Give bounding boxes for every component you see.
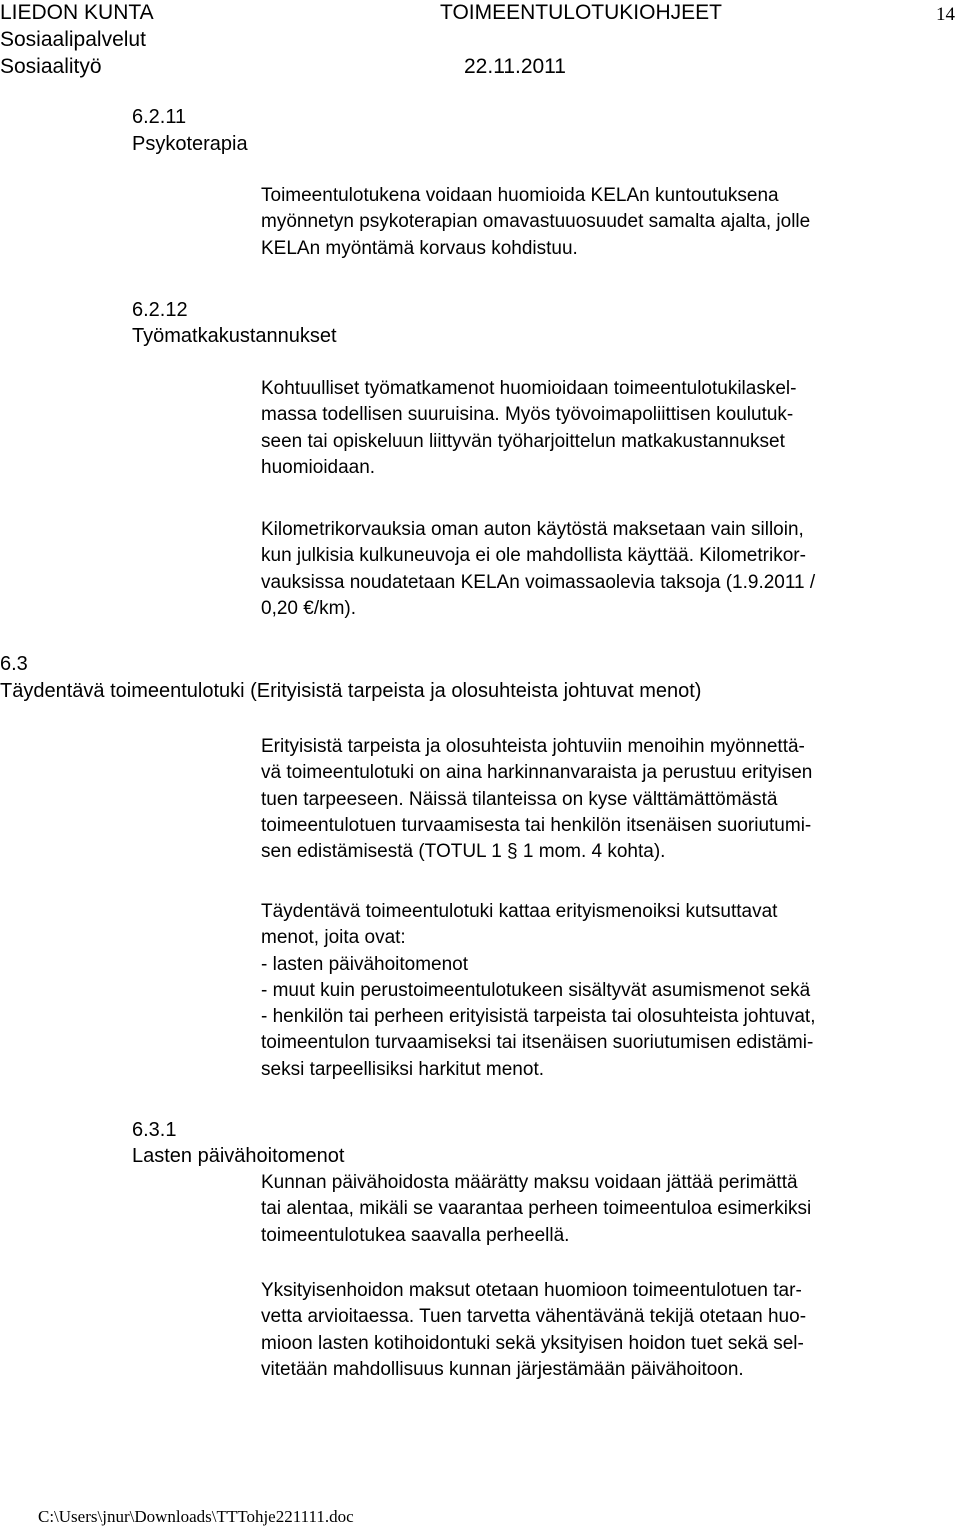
header-dept: Sosiaalipalvelut bbox=[0, 28, 146, 51]
text-line: tuen tarpeeseen. Näissä tilanteissa on kyse välttämättömästä bbox=[261, 788, 778, 810]
section-number-6-2-12: 6.2.12 bbox=[132, 299, 188, 321]
section-title-6-2-12: Työmatkakustannukset bbox=[132, 325, 337, 347]
header-doc-title: TOIMEENTULOTUKIOHJEET bbox=[440, 1, 722, 24]
text-line: Toimeentulotukena voidaan huomioida KELAn kuntoutuksena bbox=[261, 185, 779, 206]
text-line: sen edistämisestä (TOTUL 1 § 1 mom. 4 kohta). bbox=[261, 841, 666, 863]
text-line: myönnetyn psykoterapian omavastuuosuudet samalta ajalta, jolle bbox=[261, 211, 811, 233]
text-line: toimeentulotukea saavalla perheellä. bbox=[261, 1224, 570, 1246]
text-line: tai alentaa, mikäli se vaarantaa perheen toimeentuloa esimerkiksi bbox=[261, 1198, 812, 1220]
text-line: 0,20 €/km). bbox=[261, 597, 357, 619]
text-line: toimeentulotuen turvaamisesta tai henkilön itsenäisen suoriutumi- bbox=[261, 814, 812, 836]
paragraph-tyomatkat bbox=[261, 376, 796, 481]
paragraph-paivahoito-maksu bbox=[261, 1170, 811, 1249]
text-line: menot, joita ovat: bbox=[261, 927, 406, 949]
text-line: vauksissa noudatetaan KELAn voimassaolevia taksoja (1.9.2011 / bbox=[261, 571, 816, 593]
list-item: - muut kuin perustoimeentulotukeen sisältyvät asumismenot sekä bbox=[261, 979, 811, 1001]
paragraph-kilometrikorvaus bbox=[261, 517, 815, 622]
text-line: massa todellisen suuruisina. Myös työvoimapoliittisen koulutuk- bbox=[261, 404, 794, 426]
section-title-6-2-11: Psykoterapia bbox=[132, 133, 248, 155]
text-line: Täydentävä toimeentulotuki kattaa erityismenoiksi kutsuttavat bbox=[261, 901, 778, 922]
text-line: Kilometrikorvauksia oman auton käytöstä maksetaan vain silloin, bbox=[261, 519, 804, 540]
header-org: LIEDON KUNTA bbox=[0, 1, 154, 24]
text-line: kun julkisia kulkuneuvoja ei ole mahdollista käyttää. Kilometrikor- bbox=[261, 545, 806, 567]
text-line: seksi tarpeellisiksi harkitut menot. bbox=[261, 1058, 544, 1080]
text-line: Erityisistä tarpeista ja olosuhteista johtuviin menoihin myönnettä- bbox=[261, 736, 805, 757]
paragraph-erityismenot bbox=[261, 899, 815, 1083]
header-date: 22.11.2011 bbox=[464, 55, 566, 78]
section-number-6-2-11: 6.2.11 bbox=[132, 106, 187, 128]
header-page-number: 14 bbox=[936, 4, 955, 25]
text-line: huomioidaan. bbox=[261, 456, 376, 478]
text-line: vetta arvioitaessa. Tuen tarvetta vähentävänä tekijä otetaan huo- bbox=[261, 1306, 807, 1328]
paragraph-taydentava-intro bbox=[261, 734, 812, 865]
footer-file-path: C:\Users\jnur\Downloads\TTTohje221111.doc bbox=[38, 1507, 354, 1526]
text-line: toimeentulon turvaamiseksi tai itsenäisen suoriutumisen edistämi- bbox=[261, 1032, 814, 1054]
text-line: Kohtuulliset työmatkamenot huomioidaan toimeentulotukilaskel- bbox=[261, 378, 797, 399]
text-line: Yksityisenhoidon maksut otetaan huomioon toimeentulotuen tar- bbox=[261, 1280, 802, 1301]
section-number-6-3-1: 6.3.1 bbox=[132, 1119, 177, 1141]
paragraph-yksityinen-hoito bbox=[261, 1278, 806, 1383]
paragraph-psykoterapia bbox=[261, 183, 810, 262]
section-title-6-3-1: Lasten päivähoitomenot bbox=[132, 1145, 345, 1167]
header-unit: Sosiaalityö bbox=[0, 55, 102, 78]
text-line: vä toimeentulotuki on aina harkinnanvaraista ja perustuu erityisen bbox=[261, 762, 813, 784]
section-title-6-3: Täydentävä toimeentulotuki (Erityisistä tarpeista ja olosuhteista johtuvat menot) bbox=[0, 680, 702, 702]
text-line: Kunnan päivähoidosta määrätty maksu voidaan jättää perimättä bbox=[261, 1172, 798, 1193]
list-item: - lasten päivähoitomenot bbox=[261, 953, 469, 975]
text-line: seen tai opiskeluun liittyvän työharjoittelun matkakustannukset bbox=[261, 430, 785, 452]
text-line: KELAn myöntämä korvaus kohdistuu. bbox=[261, 237, 578, 259]
list-item: - henkilön tai perheen erityisistä tarpeista tai olosuhteista johtuvat, bbox=[261, 1006, 816, 1028]
section-number-6-3: 6.3 bbox=[0, 653, 28, 675]
text-line: vitetään mahdollisuus kunnan järjestämään päivähoitoon. bbox=[261, 1358, 744, 1380]
text-line: mioon lasten kotihoidontuki sekä yksityisen hoidon tuet sekä sel- bbox=[261, 1332, 804, 1354]
